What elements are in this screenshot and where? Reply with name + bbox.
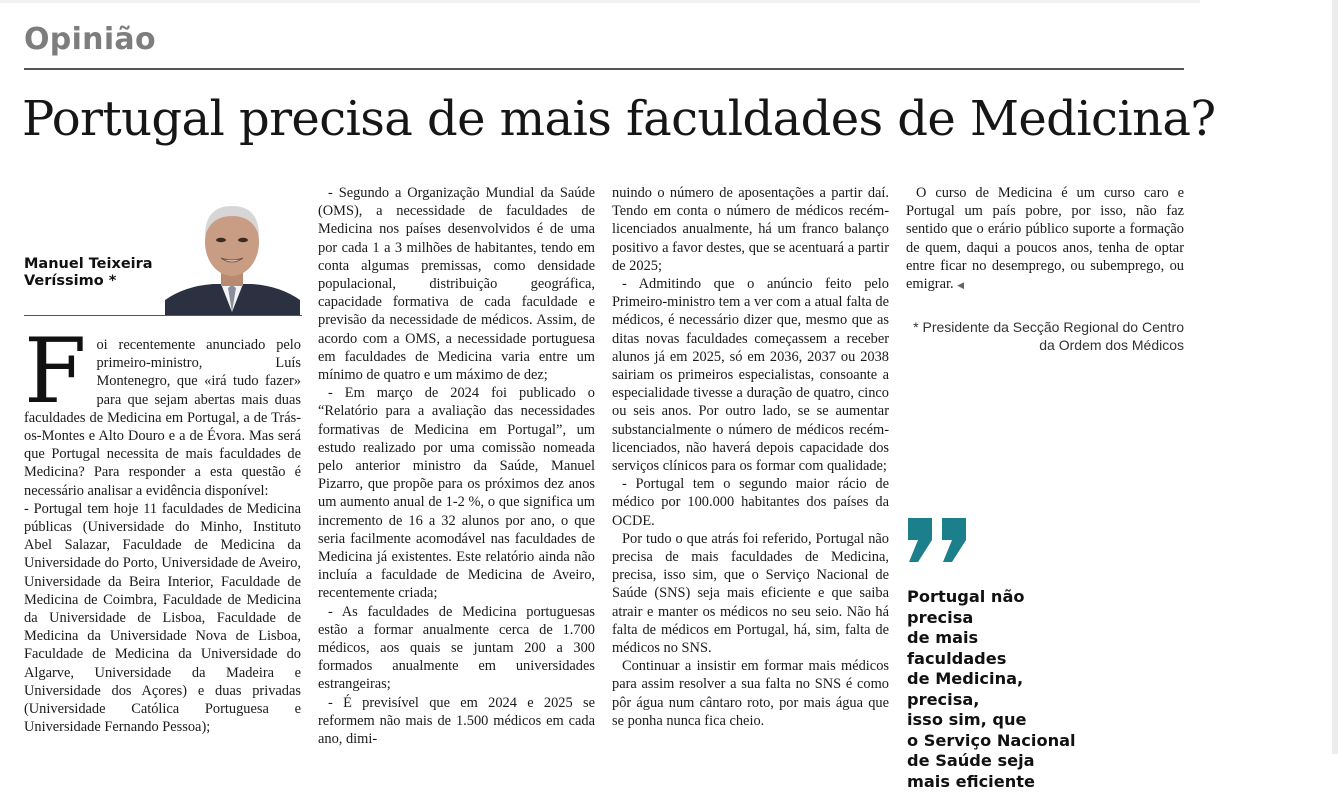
pull-quote-line: de mais faculdades bbox=[907, 628, 1082, 669]
article-column-3 bbox=[612, 184, 889, 730]
article-column-1 bbox=[24, 336, 301, 736]
pull-quote bbox=[907, 587, 1082, 792]
paragraph: - Portugal tem hoje 11 faculdades de Medicina públicas (Universidade do Minho, Instituto Abel Salazar, Faculdade de Medicina da Universidade do Porto, Universidade de Aveiro, Universidade da Beira Interior, Faculdade de Medicina de Coimbra, Faculdade de Medicina da Universidade de Lisboa, Faculdade de Medicina da Universidade Nova de Lisboa, Faculdade de Medicina da Universidade do Algarve, Universidade da Madeira e Universidade dos Açores) e duas privadas (Universidade Católica Portuguesa e Universidade Fernando Pessoa); bbox=[24, 500, 301, 737]
author-rule bbox=[24, 315, 302, 316]
author-name-line2: Veríssimo * bbox=[24, 273, 174, 290]
headline: Portugal precisa de mais faculdades de Medicina? bbox=[22, 92, 1222, 147]
pull-quote-line: de Saúde seja bbox=[907, 751, 1082, 772]
paragraph-text: O curso de Medicina é um curso caro e Portugal um país pobre, por isso, não faz sentido que o erário público suporte a formação de quem, daqui a poucos anos, tenha de optar entre ficar no desemprego, ou subemprego, ou emigrar. bbox=[906, 185, 1184, 292]
pull-quote-line: o Serviço Nacional bbox=[907, 731, 1082, 752]
article-column-2 bbox=[318, 184, 595, 748]
pull-quote-line: mais eficiente bbox=[907, 772, 1082, 792]
page-edge bbox=[1332, 0, 1338, 754]
paragraph: - É previsível que em 2024 e 2025 se reformem não mais de 1.500 médicos em cada ano, dimi- bbox=[318, 694, 595, 749]
author-footnote bbox=[906, 318, 1184, 354]
author-name-line1: Manuel Teixeira bbox=[24, 256, 174, 273]
footnote-line1: * Presidente da Secção Regional do Centro bbox=[906, 318, 1184, 336]
paragraph bbox=[906, 184, 1184, 295]
author-photo bbox=[165, 200, 300, 315]
pull-quote-line: isso sim, que bbox=[907, 710, 1082, 731]
paragraph: nuindo o número de aposentações a partir daí. Tendo em conta o número de médicos recém-licenciados anualmente, há um franco balanço positivo a favor destes, que se acentuará a partir de 2025; bbox=[612, 184, 889, 275]
paragraph: oi recentemente anunciado pelo primeiro-ministro, Luís Montenegro, que «irá tudo fazer» para que sejam abertas mais duas faculdades de Medicina em Portugal, a de Trás-os-Montes e Alto Douro e a de Évora. Mas será que Portugal necessita de mais faculdades de Medicina? Para responder a esta questão é necessário analisar a evidência disponível: bbox=[24, 336, 301, 500]
paragraph: - Em março de 2024 foi publicado o “Relatório para a avaliação das necessidades formativas de Medicina em Portugal”, um estudo realizado por uma comissão nomeada pelo anterior ministro da Saúde, Manuel Pizarro, que propõe para os próximos dez anos um aumento anual de 1-2 %, o que significa um incremento de 16 a 32 alunos por ano, o que seria facilmente acomodável nas faculdades de Medicina já existentes. Este relatório ainda não incluía a faculdade de Medicina de Aveiro, recentemente criada; bbox=[318, 384, 595, 602]
top-edge bbox=[0, 0, 1200, 3]
quote-mark-icon bbox=[906, 516, 970, 566]
paragraph: - Portugal tem o segundo maior rácio de médico por 100.000 habitantes dos países da OCDE. bbox=[612, 475, 889, 530]
drop-cap: F bbox=[24, 338, 86, 406]
paragraph: - As faculdades de Medicina portuguesas estão a formar anualmente cerca de 1.700 médicos, aos quais se juntam 200 a 300 formados anualmente em universidades estrangeiras; bbox=[318, 603, 595, 694]
paragraph: Por tudo o que atrás foi referido, Portugal não precisa de mais faculdades de Medicina, precisa, isso sim, que o Serviço Nacional de Saúde (SNS) seja mais eficiente e que saiba atrair e manter os médicos no seu seio. Não há falta de médicos em Portugal, há, sim, falta de médicos no SNS. bbox=[612, 530, 889, 657]
paragraph: - Admitindo que o anúncio feito pelo Primeiro-ministro tem a ver com a atual falta de médicos, é necessário dizer que, mesmo que as ditas novas faculdades começassem a receber alunos já em 2025, só em 2036, 2037 ou 2038 sairiam os primeiros especialistas, consoante a especialidade tivesse a duração de quatro, cinco ou seis anos. Por outro lado, se se aumentar substancialmente o número de médicos recém-licenciados, não haverá depois capacidade dos serviços clínicos para os formar com qualidade; bbox=[612, 275, 889, 475]
paragraph: Continuar a insistir em formar mais médicos para assim resolver a sua falta no SNS é como pôr água num cântaro roto, por mais água que se ponha nunca fica cheio. bbox=[612, 657, 889, 730]
pull-quote-line: Portugal não precisa bbox=[907, 587, 1082, 628]
footnote-line2: da Ordem dos Médicos bbox=[906, 336, 1184, 354]
paragraph: - Segundo a Organização Mundial da Saúde (OMS), a necessidade de faculdades de Medicina nos países desenvolvidos é de uma por cada 1 a 3 milhões de habitantes, tendo em conta algumas premissas, como densidade populacional, distribuição geográfica, capacidade formativa de cada faculdade e previsão da necessidade de médicos. Assim, de acordo com a OMS, a necessidade portuguesa em faculdades de Medicina varia entre um mínimo de quatro e um máximo de dez; bbox=[318, 184, 595, 384]
pull-quote-line: de Medicina, precisa, bbox=[907, 669, 1082, 710]
end-mark-icon: ◀ bbox=[957, 281, 964, 291]
author-name bbox=[24, 256, 174, 290]
article-column-4 bbox=[906, 184, 1184, 295]
section-rule bbox=[24, 68, 1184, 70]
section-label: Opinião bbox=[24, 22, 156, 57]
